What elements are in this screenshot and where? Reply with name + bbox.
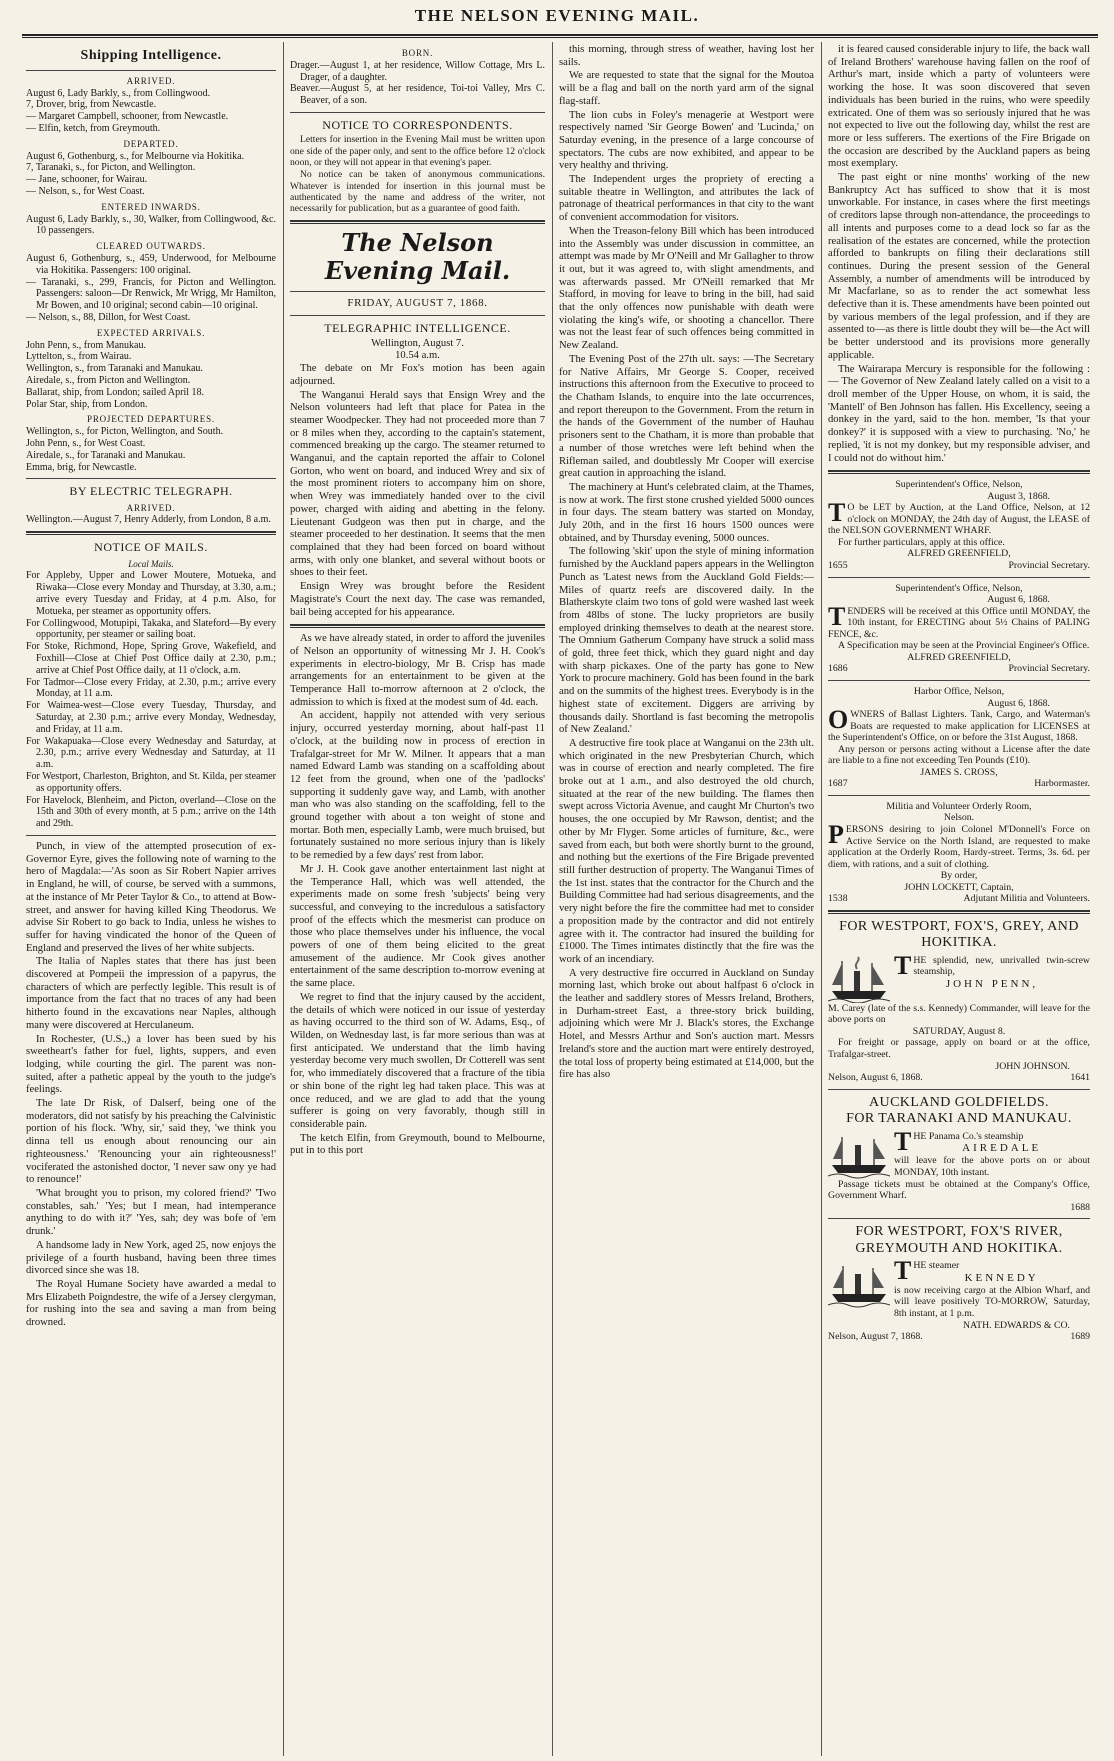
divider [290,112,545,113]
paragraph: this morning, through stress of weather, having lost her sails. [559,44,814,68]
fence-tender-ad: Superintendent's Office, Nelson, August 6, 1868. TENDERS will be received at this Office until MONDAY, the 10th instant, for ERECTING about 5½ Chains of PALING FENCE, &c. A Specification may be seen at the Provincial Engineer's Office. ALFRED GREENFIELD, 1686 Provincial Secretary. [828,582,1090,675]
paragraph: The ketch Elfin, from Greymouth, bound to Melbourne, put in to this port [290,1132,545,1157]
shipping-title: Shipping Intelligence. [80,48,222,63]
paragraph: it is feared caused considerable injury to life, the back wall of Ireland Brothers' warehouse having fallen on the roof of Arthur's mart, inside which a party of volunteers were working the hose. It was soon discovered that seven individuals has been buried in the ruins, who were speedily extricated. One of them was so seriously injured that he was not expected to live out the following day, whilst the rest are more or less sufferers. The exertions of the Fire Brigade on the occasion are described by the Auckland papers as being most exemplary. [828,44,1090,170]
paragraph: Letters for insertion in the Evening Mail must be written upon one side of the paper only, and sent to the office before 12 o'clock noon, or they will not appear in that evening's paper. [290,134,545,168]
col3-articles [559,44,814,1082]
list-item: — Nelson, s., 88, Dillon, for West Coast. [26,311,191,323]
born-head: BORN. [401,48,434,58]
paragraph: The lion cubs in Foley's menagerie at Westport were respectively named 'Sir George Bowen' and 'Lucinda,' on Saturday evening, in the presence of a large concourse of spectators. The cubs are now exhibited, and appear to be very healthy and thriving. [559,109,814,172]
tele-arrived-head: ARRIVED. [126,502,176,513]
telegraph-intelligence-head: TELEGRAPHIC INTELLIGENCE. [324,321,511,336]
arrived-list [26,88,276,135]
list-item: — Elfin, ketch, from Greymouth. [26,122,161,134]
col4-articles [828,44,1090,465]
list-item: For Collingwood, Motupipi, Takaka, and Slateford—By every opportunity, per steamer or sailing boat. [26,617,276,641]
masthead-rule [22,34,1098,38]
paragraph: Punch, in view of the attempted prosecution of ex-Governor Eyre, gives the following note of warning to the hero of Magdala:—'As soon as Sir Robert Napier arrives in England, he will, of course, be served with a summons, at the instance of Mr Peter Taylor & Co., to attend at Bow-street, and answer for having killed King Theodorus. We advise Sir Robert to go back to India, unless he wishes to suffer for having vindicated the honor of the Queen of England and preserved the lives of her white subjects. [26,841,276,954]
list-item: For Havelock, Blenheim, and Picton, overland—Close on the 15th and 30th of every month, at 5 p.m.; arrive on the 14th and 29th. [26,794,276,830]
notice-text [290,134,545,214]
departed-head: DEPARTED. [123,138,179,149]
list-item: — Jane, schooner, for Wairau. [26,174,148,186]
list-item: Ballarat, ship, from London; sailed April 18. [26,386,205,398]
list-item: Airedale, s., from Picton and Wellington. [26,374,191,386]
list-item: For Tadmor—Close every Friday, at 2.30, p.m.; arrive every Monday, at 11 a.m. [26,676,276,700]
list-item: Emma, brig, for Newcastle. [26,461,137,473]
paper-title: The Nelson Evening Mail. [324,227,511,286]
paragraph: In Rochester, (U.S.,) a lover has been sued by his sweetheart's father for fuel, lights, suppers, and even lodging, while courting the girl. The parent was non-suited, after a pathetic appeal by the youth to the judge's feelings. [26,1033,276,1096]
divider [290,220,545,224]
list-item: — Margaret Campbell, schooner, from Newcastle. [26,111,229,123]
list-item: Beaver.—August 5, at her residence, Toi-toi Valley, Mrs C. Beaver, of a son. [290,83,545,107]
paragraph: The Wanganui Herald says that Ensign Wrey and the Nelson volunteers had left that place for Patea in the steamer Woodpecker. They had not proceeded more than 7 or 8 miles when they, according to the captain's statement, commenced breaking up the cargo. The steamer returned to Wanganui, and the captain reported the affair to Colonel Gorton, who went on board, and induced Wrey and six of the most prominent rioters to accompany him on shore, when Wrey was immediately handed over to the civil power, charged with aiding and abetting in the felony. Lieutenant Gudgeon was then put in charge, and the steamer proceeded to her destination. It seems that the men complained that they had been forced on board without arms, with only one blanket, and several without boots or shoes to their feet. [290,389,545,579]
paragraph: The Italia of Naples states that there has just been discovered at Pompeii the impression of a papyrus, the characters of which are perfectly legible. This result is of importance from the fact that no traces of any had been hitherto found in the excavations near Naples, although many were discovered at Herculaneum. [26,956,276,1031]
paragraph: When the Treason-felony Bill which has been introduced into the Assembly was under discussion in committee, an attempt was made by Mr O'Neill and Mr Gallagher to throw it out, but it was agreed to, with slight amendments, and was afterwards passed. Mr O'Neill remarked that Mr Stafford, in moving for leave to bring in the bill, had said that the only offences now punishable with death were violating the king's wife, or shooting a chancellor. There was not the least fear of such offences being committed in New Zealand. [559,225,814,352]
entered-list [26,214,276,238]
list-item: Polar Star, ship, from London. [26,398,148,410]
paragraph: The debate on Mr Fox's motion has been again adjourned. [290,363,545,387]
list-item: — Nelson, s., for West Coast. [26,185,145,197]
steamship-icon [828,1260,890,1308]
paragraph: 'What brought you to prison, my colored friend?' 'Two constables, sah.' 'Yes; but I mean, had intemperance anything to do with it?' 'Yes, sah; dey was bofe of 'em drunk.' [26,1187,276,1238]
paragraph: Mr J. H. Cook gave another entertainment last night at the Temperance Hall, which was well attended, the experiments made on some fresh 'subjects' being very successful, and conveying to the incredulous a satisfactory proof of the effects which the mesmerist can produce on those who place themselves under his influence, the vocal powers of one of them being elicited to the great amusement of the audience. Mr Cook gives another entertainment of the same description to-morrow evening at the same place. [290,863,545,990]
paragraph: An accident, happily not attended with very serious injury, occurred yesterday morning, about half-past 11 o'clock, at the building now in process of erection in Trafalgar-street for Mr W. Milner. It appears that a man named Edward Lamb was standing on a scaffolding about 12 feet from the ground, when one of the 'padlocks' supporting it suddenly gave way, and Lamb, with another man who was also standing on the scaffolding, fell to the ground together with about a ton weight of stone and mortar. Both men, especially Lamb, were much bruised, but fortunately sustained no more serious injury than is likely to be remedied by a few days' rest from labor. [290,710,545,862]
paragraph: A destructive fire took place at Wanganui on the 23th ult. which originated in the new Presbyterian Church, which was in course of erection and nearly completed. The fire broke out at 1 a.m., and also destroyed the old church, situated at the rear of the new building. The flames then swept across Victoria Avenue, and caught Mr Churton's two houses, the one occupied by Mr Rawson, dentist; and the other by Mr Flyger. Some articles of furniture, &c., were saved from each, but both were shortly burnt to the ground, and nothing but the exertions of the Fire Brigade prevented still further destruction of property. The Wanganui Times of the 1st inst. states that the contractor for the Church and the Building Committee had had serious disagreements, and the very night before the fire the committee had met to consider a proposition made by the contractor and did not entirely agree with it. The contractor had insured the building for £1000. The Times intimates distinctly that the fire was the work of an incendiary. [559,737,814,965]
divider [290,624,545,628]
john-penn-ad: FOR WESTPORT, FOX'S, GREY, AND HOKITIKA. THE splendid, new, unrivalled twin-screw steamship, JOHN PENN, M. Carey (late of the s.s. Kennedy) Commander, will leave for the above ports on SATURDAY, August 8. For freight or passage, apply on board or at the office, Trafalgar-street. JOHN JOHNSON. Nelson, August 6, 1868. 1641 [828,918,1090,1084]
harbor-license-ad: Harbor Office, Nelson, August 6, 1868. OWNERS of Ballast Lighters. Tank, Cargo, and Waterman's Boats are requested to make application for LICENSES at the Superintendent's Office, on or before the 31st August, 1868. Any person or persons acting without a License after the date are liable to a fine not exceeding Ten Pounds (£10). JAMES S. CROSS, 1687 Harbormaster. [828,685,1090,790]
paragraph: The Wairarapa Mercury is responsible for the following :— The Governor of New Zealand lately called on a visit to a droll member of the Upper House, on whom, it is said, the 'Mantell' of Ben Johnson has fallen. His Excellency, seeing a donkey in the yard, said to the hon. member, 'Is that your donkey?' it is supposed with a view to purchasing. 'No,' he replied, 'it is not my donkey, but my responsible adviser, and I could not do without him.' [828,363,1090,464]
born-list [290,60,545,107]
wharf-lease-ad: Superintendent's Office, Nelson, August 3, 1868. T O be LET by Auction, at the Land Office, Nelson, at 12 o'clock on MONDAY, the 24th day of August, the LEASE of the NELSON GOVERNMENT WHARF. For further particulars, apply at this office. ALFRED GREENFIELD, 1655 Provincial Secretary. [828,479,1090,572]
masthead-title: THE NELSON EVENING MAIL. [414,6,700,25]
divider [26,70,276,71]
list-item: August 6, Gothenburg, s., for Melbourne via Hokitika. [26,150,245,162]
paragraph: The late Dr Risk, of Dalserf, being one of the moderators, did not satisfy by his preaching the Calvinistic portion of his flock. 'Why, sir,' said they, 'we think you dinna tell us enough about renouncing our ain righteousness.' 'Renouncing your ain righteousness!' vociferated the astonished doctor, 'I never saw ony ye had to renounce!' [26,1098,276,1186]
entered-head: ENTERED INWARDS. [101,201,201,212]
paragraph: No notice can be taken of anonymous communications. Whatever is intended for insertion in this journal must be authenticated by the name and address of the writer, not necessarily for publication, but as a guarantee of good faith. [290,169,545,215]
paragraph: We are requested to state that the signal for the Moutoa will be a flag and ball on the north yard arm of the signal flag-staff. [559,70,814,107]
list-item: 7, Drover, brig, from Newcastle. [26,99,157,111]
list-item: Lyttelton, s., from Wairau. [26,351,132,363]
tele-articles [290,363,545,619]
list-item: August 6, Lady Barkly, s., from Collingwood. [26,87,211,99]
divider [828,577,1090,578]
list-item: August 6, Gothenburg, s., 459, Underwood, for Melbourne via Hokitika. Passengers: 100 original. [26,252,276,276]
telegraph-head: BY ELECTRIC TELEGRAPH. [69,484,233,499]
paragraph: The Evening Post of the 27th ult. says: —The Secretary for Native Affairs, Mr George S. Cooper, received instructions this afternoon from the Executive to proceed to the Chatham Islands, to enquire into the late occurrences, and report thereupon to the Government. From the return in the hands of the Government of the number of Hauhau prisoners sent to the Chatham, it is more than probable that a number of those wretches were left behind when the Rifleman sailed, and doubtlessly Mr Cooper will exercise great caution in approaching the island. [559,353,814,480]
cleared-head: CLEARED OUTWARDS. [96,241,206,252]
projected-list [26,426,276,473]
paragraph: Ensign Wrey was brought before the Resident Magistrate's Court the next day. The case was remanded, bail being accepted for his appearance. [290,581,545,618]
column-4 [828,44,1090,1756]
list-item: For Waimea-west—Close every Tuesday, Thursday, and Saturday, at 2.30 p.m.; arrive every Monday, Wednesday, and Friday, at 11 a.m. [26,700,276,735]
col2-articles [290,633,545,1158]
column-divider [552,42,553,1756]
paragraph: The past eight or nine months' working of the new Bankruptcy Act has sufficed to show that it is most unworkable. For instance, in cases where the first meetings of creditors lapse through non-attendance, the proceedings to all intents and purposes come to a dead lock so far as the realisation of the estates are concerned, while the protection afforded to bankrupts on filing their declarations still continues. During the present session of the General Assembly, a number of amendments will be introduced by Mr Macfarlane, so as to render the act somewhat less defective than it is. These amendments have been pointed out by various members of the legal profession, and if they are assented to—as there is little doubt they will be—the Act will be better understood and its provisions more generally applicable. [828,172,1090,361]
paragraph: A very destructive fire occurred in Auckland on Sunday morning last, which broke out about halfpast 6 o'clock in the leather and saddlery stores of Messrs Ireland, Brothers, in Durham-street East, a three-story brick building, adjoining which were Mr J. Black's stores, the Exchange Hotel, and Messrs Arthur and Son's auction mart. Messrs Ireland's store and the auction mart were entirely destroyed, the total loss of property being estimated at £14,000, but the fire has also [559,967,814,1081]
tele-place: Wellington, August 7. [371,337,464,349]
divider [828,470,1090,474]
list-item: For Westport, Charleston, Brighton, and St. Kilda, per steamer as opportunity offers. [26,771,276,794]
column-3 [559,44,814,1756]
list-item: For Stoke, Richmond, Hope, Spring Grove, Wakefield, and Foxhill—Close at Chief Post Office daily at 2.30, p.m.; arrive at Chief Post Office daily, at 11 o'clock, a.m. [26,641,276,676]
divider [828,910,1090,914]
list-item: Drager.—August 1, at her residence, Willow Cottage, Mrs L. Drager, of a daughter. [290,59,545,83]
list-item: For Appleby, Upper and Lower Moutere, Motueka, and Riwaka—Close every Monday and Thursday, at 3.30, a.m.; arrive every Tuesday and Friday, at 4 p.m. Also, for Motueka, per steamer as opportunity offers. [26,570,276,617]
divider [26,835,276,836]
list-item: Wellington, s., from Taranaki and Manukau. [26,363,203,375]
mails-head: NOTICE OF MAILS. [94,540,208,555]
list-item: John Penn, s., for West Coast. [26,437,146,449]
divider [290,291,545,292]
militia-ad: Militia and Volunteer Orderly Room, Nelson. PERSONS desiring to join Colonel M'Donnell's Force on Active Service on the North Island, are requested to make application at the Orderly Room, Hardy-street. Terms, 3s. 6d. per diem, with rations, and a suit of clothing. By order, JOHN LOCKETT, Captain, 1538 Adjutant Militia and Volunteers. [828,800,1090,905]
paragraph: The Royal Humane Society have awarded a medal to Mrs Elizabeth Poigndestre, the wife of a Jersey clergyman, for rushing into the sea and saving a man from being drowned. [26,1278,276,1329]
column-2 [290,44,545,1756]
expected-list [26,340,276,411]
local-mails-head: Local Mails. [128,558,174,569]
divider [26,531,276,535]
paragraph: The Independent urges the propriety of erecting a suitable theatre in Wellington, and attributes the lack of patronage of theatrical performances in that city to the want of convenient accommodation for visitors. [559,174,814,224]
projected-head: PROJECTED DEPARTURES. [87,414,215,425]
list-item: August 6, Lady Barkly, s., 30, Walker, from Collingwood, &c. 10 passengers. [26,213,276,237]
col1-articles [26,841,276,1330]
list-item: Airedale, s., for Taranaki and Manukau. [26,449,186,461]
airedale-ad: AUCKLAND GOLDFIELDS. FOR TARANAKI AND MANUKAU. THE Panama Co.'s steamship AIREDALE will leave for the above ports on or about MONDAY, 10th instant. Passage tickets must be obtained at the Company's Office, Government Wharf. 1688 [828,1094,1090,1213]
list-item: For Wakapuaka—Close every Wednesday and Saturday, at 2.30, p.m.; arrive every Wednesday and Saturday, at 11 a.m. [26,735,276,771]
paragraph: A handsome lady in New York, aged 25, now enjoys the privilege of a fourth husband, having been three times divorced since she was 18. [26,1239,276,1277]
steamship-icon [828,1131,890,1179]
tele-arrived: Wellington.—August 7, Henry Adderly, from London, 8 a.m. [26,514,271,526]
kennedy-ad: FOR WESTPORT, FOX'S RIVER, GREYMOUTH AND HOKITIKA. THE steamer KENNEDY is now receiving cargo at the Albion Wharf, and will leave positively TO-MORROW, Saturday, 8th instant, at 1 p.m. NATH. EDWARDS & CO. Nelson, August 7, 1868. 1689 [828,1224,1090,1343]
divider [26,478,276,479]
steamship-icon [828,955,890,1003]
list-item: 7, Taranaki, s., for Picton, and Wellington. [26,162,196,174]
list-item: John Penn, s., from Manukau. [26,339,146,351]
mails-list [26,570,276,830]
column-1 [26,44,276,1756]
list-item: Wellington, s., for Picton, Wellington, and South. [26,426,224,438]
paragraph: As we have already stated, in order to afford the juveniles of Nelson an opportunity of witnessing Mr J. H. Cook's experiments in electro-biology, Mr B. Crisp has made arrangements for an entertainment to be given at the Temperance Hall to-morrow afternoon at 2 o'clock, the admission to which is fixed at the modest sum of 4d. each. [290,633,545,708]
expected-head: EXPECTED ARRIVALS. [96,327,206,338]
divider [290,315,545,316]
departed-list [26,151,276,198]
divider [828,1218,1090,1219]
list-item: — Taranaki, s., 299, Francis, for Picton and Wellington. Passengers: saloon—Dr Renwick, Mr Wrigg, Mr Hamilton, Mr Bowen, and 10 original; second cabin—10 original. [26,276,276,312]
paragraph: The following 'skit' upon the style of mining information furnished by the Auckland papers appears in the Wellington Punch as 'Latest news from the Auckland Gold Fields:—Miles of quartz reefs are discovered daily. In the Blatherskyte claim two tons of gold were washed last week from 48lbs of stone. The lucky proprietors are busily employed drinking themselves to death at the nearest store. The Omnium Gatherum Company have struck a solid mass of gold, three feet thick, which they guard night and day with sharp pickaxes. One of the party has gone to New York to procure machinery. Gold has been found in the bark and on the summits of the highest trees. Everybody is in the highest state of excitement. Diggers are arriving by thousands daily. Shortland is fast becoming the metropolis of New Zealand.' [559,546,814,736]
cleared-list [26,253,276,324]
tele-time: 10.54 a.m. [395,350,440,362]
arrived-head: ARRIVED. [126,75,176,86]
column-divider [283,42,284,1756]
divider [828,680,1090,681]
paragraph: The machinery at Hunt's celebrated claim, at the Thames, is now at work. The first stone crushed yielded 5000 ounces in four days. The steam battery was started on Monday, July 20th, and in the first 16 hours 1500 ounces were obtained, and by Thursday evening, 5000 ounces. [559,481,814,544]
issue-date: FRIDAY, AUGUST 7, 1868. [347,297,488,310]
divider [828,795,1090,796]
column-divider [821,42,822,1756]
paragraph: We regret to find that the injury caused by the accident, the details of which were noticed in our issue of yesterday as having occurred to the third son of W. Adams, Esq., of Wilden, on Wednesday last, is far more serious than was at first anticipated. We understand that the limb having yesterday become very much swollen, Dr Cotterell was sent for, who immediately discovered that a fracture of the tibia or shin bone of the right leg had taken place. This was at once reduced, and we are glad to add that the young sufferer is going on very favorably, though still in considerable pain. [290,991,545,1130]
divider [828,1089,1090,1090]
notice-head: NOTICE TO CORRESPONDENTS. [322,117,513,132]
